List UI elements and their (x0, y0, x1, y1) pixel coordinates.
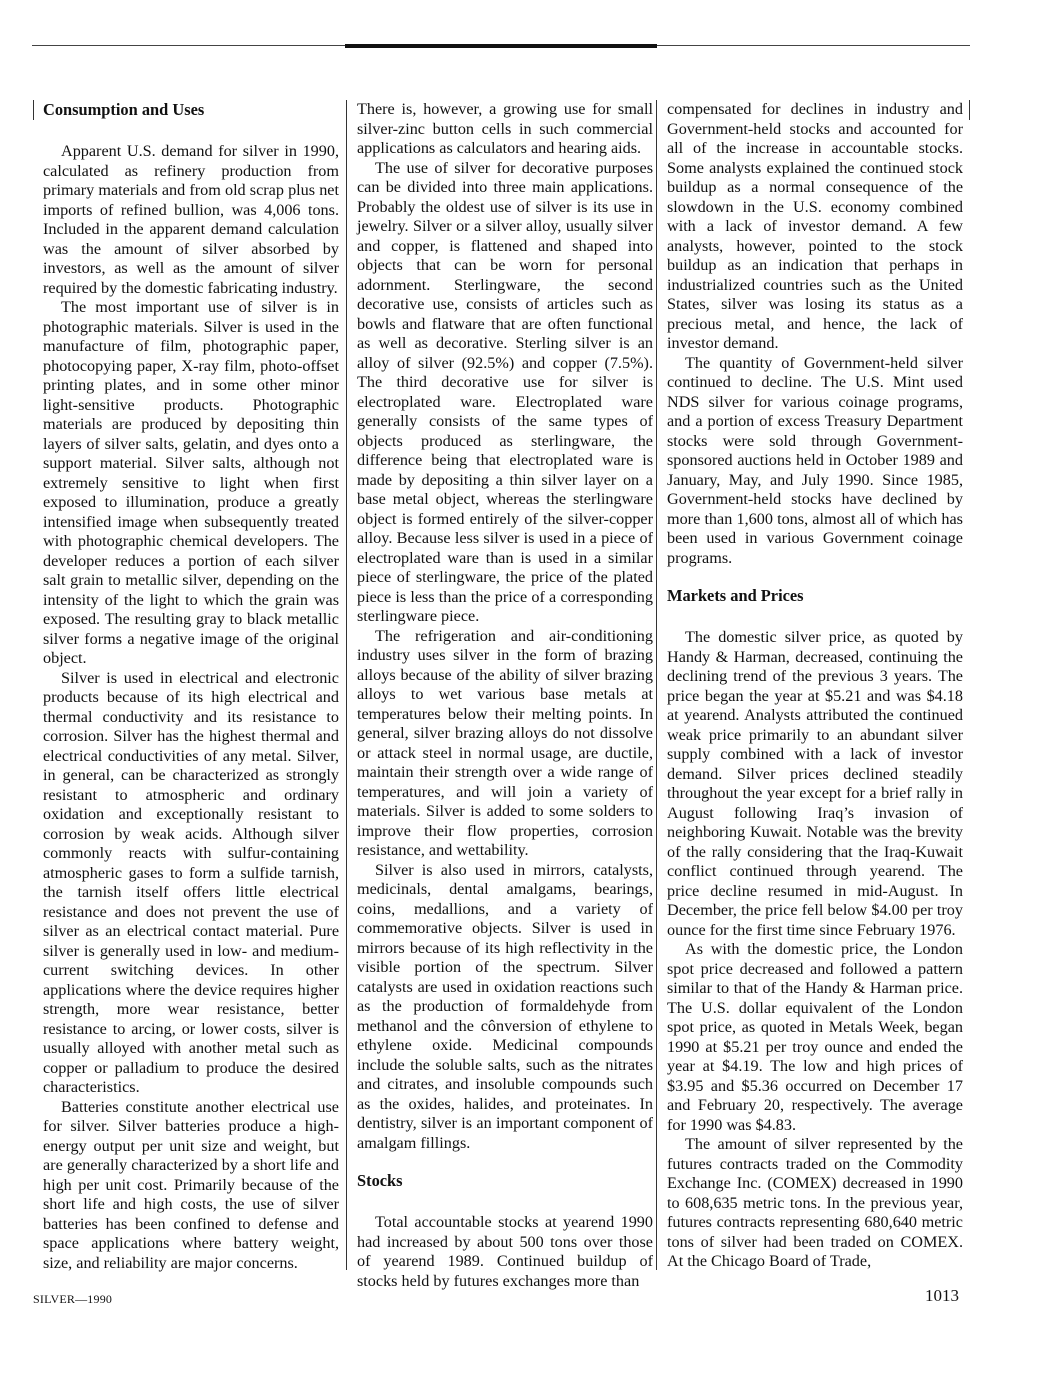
paragraph: The domestic silver price, as quoted by Handy & Harman, decreased, continuing the declining trend of the previous 3 years. The price began the year at $5.21 and was $4.18 at yearend. Analysts attributed the continued weak price primarily to an abundant silver supply combined with a lack of investor demand. Silver prices declined steadily throughout the year except for a brief rally in August following Iraq’s invasion of neighboring Kuwait. Notable was the brevity of the rally considering that the Iraq-Kuwait conflict continued through yearend. The price decline resumed in mid-August. In December, the price fell below $4.00 per troy ounce for the first time since February 1976. (667, 628, 963, 939)
column-divider-1 (346, 100, 347, 1270)
paragraph: compensated for declines in industry and Government-held stocks and accounted for all of the increase in accountable stocks. Some analysts explained the continued stock buildup as a normal consequence of the slowdown in the U.S. economy combined with a lack of investor demand. A few analysts, however, pointed to the stock buildup as an indication that perhaps in industrialized countries such as the United States, silver was losing its status as a precious metal, and hence, the lack of investor demand. (667, 100, 963, 352)
paragraph: Silver is also used in mirrors, catalysts, medicinals, dental amalgams, bearings, coins, medallions, and a variety of commemorative objects. Silver is used in mirrors because of its high reflectivity in the visible portion of the spectrum. Silver catalysts are used in oxidation reactions such as the production of formaldehyde from methanol and the cônversion of ethylene to ethylene oxide. Medicinal compounds include the soluble salts, such as the nitrates and citrates, and insoluble compounds such as the oxides, halides, and proteinates. In dentistry, silver is an important component of amalgam fillings. (357, 860, 653, 1152)
top-rule-accent (345, 44, 657, 48)
text-column-right (667, 100, 963, 1270)
column-divider-right (969, 100, 970, 120)
section-heading-markets: Markets and Prices (667, 586, 804, 605)
section-heading-stocks: Stocks (357, 1171, 403, 1190)
paragraph: Batteries constitute another electrical use for silver. Silver batteries produce a high-energy output per unit size and weight, but are generally characterized by a short life and high per unit cost. Primarily because of the short life and high costs, the use of silver batteries has been confined to defense and space applications where battery weight, size, and reliability are major concerns. (43, 1097, 339, 1272)
paragraph: There is, however, a growing use for small silver-zinc button cells in such commercial applications as calculators and hearing aids. (357, 100, 653, 157)
paragraph: As with the domestic price, the London spot price decreased and followed a pattern similar to that of the Handy & Harman price. The U.S. dollar equivalent of the London spot price, as quoted in Metals Week, began 1990 at $5.21 per troy ounce and ended the year at $4.19. The low and high prices of $3.95 and $5.36 occurred on December 17 and February 20, respectively. The average for 1990 was $4.83. (667, 940, 963, 1134)
page-number: 1013 (925, 1286, 959, 1305)
text-column-left (43, 100, 339, 1270)
paragraph: Apparent U.S. demand for silver in 1990, calculated as refinery production from primary materials and from old scrap plus net imports of refined bullion, was 4,006 tons. Included in the apparent demand calculation was the amount of silver absorbed by investors, as well as the amount of silver required by the domestic fabricating industry. (43, 142, 339, 297)
text-column-middle (357, 100, 653, 1290)
column-divider-left (33, 100, 34, 120)
paragraph: The quantity of Government-held silver continued to decline. The U.S. Mint used NDS silver for various coinage programs, and a portion of excess Treasury Department stocks were sold through Government-sponsored auctions held in October 1989 and January, May, and July 1990. Since 1985, Government-held stocks have declined by more than 1,600 tons, almost all of which has been used in various Government coinage programs. (667, 353, 963, 567)
paragraph: The amount of silver represented by the futures contracts traded on the Commodity Exchange Inc. (COMEX) decreased in 1990 to 608,635 metric tons. In the previous year, futures contracts representing 680,640 metric tons of silver had been traded on COMEX. At the Chicago Board of Trade, (667, 1135, 963, 1270)
column-divider-2 (656, 100, 657, 1270)
paragraph: The use of silver for decorative purposes can be divided into three main applications. Probably the oldest use of silver is its use in jewelry. Silver or a silver alloy, usually silver and copper, is flattened and shaped into objects that can be worn for personal adornment. Sterlingware, the second decorative use, consists of articles such as bowls and flatware that are often functional as well as decorative. Sterling silver is an alloy of silver (92.5%) and copper (7.5%). The third decorative use for silver is electroplated ware. Electroplated ware generally consists of the same types of objects produced as sterlingware, the difference being that electroplated ware is made by depositing a thin silver layer on a base metal object, whereas the sterlingware object is formed entirely of the silver-copper alloy. Because less silver is used in a piece of electroplated ware than is used in a similar piece of sterlingware, the price of the plated piece is less than the price of a corresponding sterlingware piece. (357, 158, 653, 625)
running-title: SILVER—1990 (33, 1292, 113, 1306)
paragraph: The refrigeration and air-conditioning industry uses silver in the form of brazing alloys because of the ability of silver brazing alloys to wet various base metals at temperatures below their melting points. In general, silver brazing alloys do not dissolve or attack steel in normal usage, are ductile, maintain their strength over a wide range of temperatures, and will join a variety of materials. Silver is added to some solders to improve their flow properties, corrosion resistance, and wettability. (357, 626, 653, 859)
section-heading-consumption: Consumption and Uses (43, 100, 205, 119)
paragraph: Total accountable stocks at yearend 1990 had increased by about 500 tons over those of yearend 1989. Continued buildup of stocks held by futures exchanges more than (357, 1213, 653, 1290)
paragraph: The most important use of silver is in photographic materials. Silver is used in the manufacture of film, photographic paper, photocopying paper, X-ray film, photo-offset printing plates, and in some other minor light-sensitive products. Photographic materials are produced by depositing thin layers of silver salts, gelatin, and dyes onto a support material. Silver salts, although not extremely sensitive to light when first exposed to illumination, produce a greatly intensified image when subsequently treated with photographic chemical developers. The developer reduces a portion of each silver salt grain to metallic silver, depending on the intensity of the light to which the grain was exposed. The resulting gray to black metallic silver forms a negative image of the original object. (43, 298, 339, 667)
paragraph: Silver is used in electrical and electronic products because of its high electrical and thermal conductivity and its resistance to corrosion. Silver has the highest thermal and electrical conductivities of any metal. Silver, in general, can be characterized as strongly resistant to atmospheric and ordinary oxidation and exceptionally resistant to corrosion by weak acids. Although silver commonly reacts with sulfur-containing atmospheric gases to form a sulfide tarnish, the tarnish itself offers little electrical resistance and does not prevent the use of silver as an electrical contact material. Pure silver is generally used in low- and medium-current switching devices. In other applications where the device requires higher strength, more wear resistance, better resistance to arcing, or lower costs, silver is usually alloyed with another metal such as copper or palladium to produce the desired characteristics. (43, 668, 339, 1096)
